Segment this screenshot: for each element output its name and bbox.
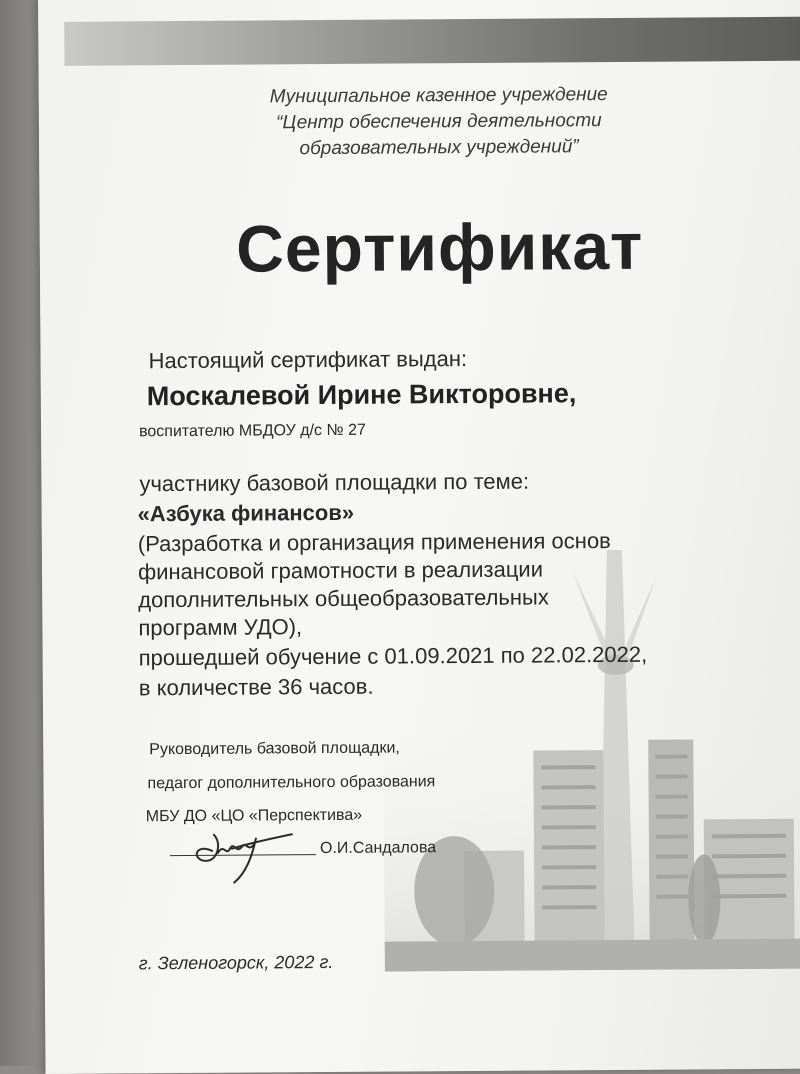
city-background-graphic [382, 549, 800, 972]
topic-description-line-3: дополнительных общеобразовательных [138, 584, 549, 613]
certificate-paper [38, 0, 800, 1074]
signatory-organization: МБУ ДО «ЦО «Перспектива» [145, 806, 363, 826]
signatory-role-line-2: педагог дополнительного образования [147, 773, 436, 793]
training-period: прошедшей обучение с 01.09.2021 по 22.02.2022, [138, 641, 648, 671]
decorative-header-band [64, 17, 800, 66]
topic-description-line-2: финансовой грамотности в реализации [137, 556, 544, 585]
organization-line-1: Муниципальное казенное учреждение [269, 84, 608, 108]
handwritten-signature [172, 812, 323, 888]
certificate-title: Сертификат [235, 208, 644, 286]
participant-text: участнику базовой площадки по теме: [139, 468, 530, 497]
topic-title: «Азбука финансов» [137, 499, 355, 527]
recipient-name: Москалевой Ирине Викторовне, [146, 378, 577, 412]
recipient-position: воспитателю МБДОУ д/с № 27 [138, 421, 366, 441]
issued-intro: Настоящий сертификат выдан: [148, 346, 468, 374]
training-hours: в количестве 36 часов. [138, 673, 374, 701]
organization-line-3: образовательных учреждений” [299, 136, 579, 160]
organization-line-2: “Центр обеспечения деятельности [276, 110, 602, 134]
topic-description-line-1: (Разработка и организация применения основ [137, 528, 611, 557]
signatory-name: О.И.Сандалова [319, 839, 437, 858]
topic-description-line-4: программ УДО), [138, 614, 303, 641]
place-and-date: г. Зеленогорск, 2022 г. [138, 951, 334, 974]
signatory-role-line-1: Руководитель базовой площадки, [149, 739, 400, 759]
